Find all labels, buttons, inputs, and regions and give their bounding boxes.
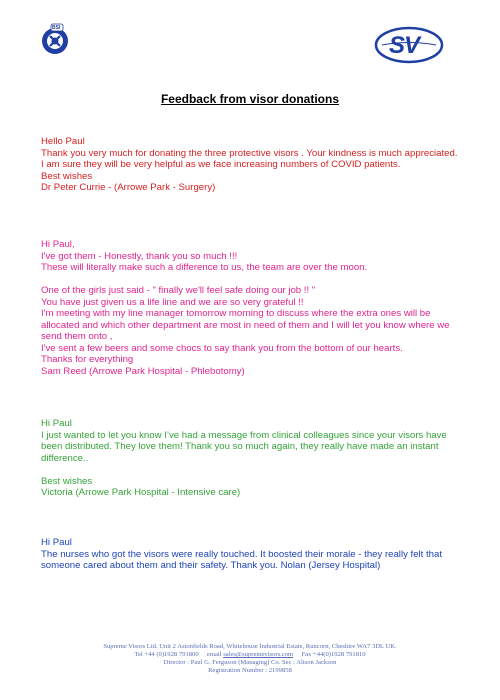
page-title: Feedback from visor donations [160,92,340,106]
message-line: You have just given us a life line and we are so very grateful !! [41,296,304,308]
sign-off: Thanks for everything [41,354,134,365]
signature: Sam Reed (Arrowe Park Hospital - Phlebotomy) [41,365,245,377]
bsi-logo-text: BSI [52,25,61,31]
feedback-peter-currie [41,136,461,194]
footer-address: Supreme Visors Ltd. Unit 2 Astonfields Road, Whitehouse Industrial Estate, Runcorn, Cheshire WA7 3DL UK. [103,643,397,650]
footer-email-label: email [206,651,222,658]
footer-fax: Fax +44(0)1928 791810 [301,651,366,658]
sv-logo-text: SV [389,32,420,59]
bsi-kitemark-icon [38,22,72,56]
company-footer [0,643,500,675]
message-line: I've got them - Honestly, thank you so much !!! [41,250,238,262]
greeting: Hi Paul, [41,239,75,250]
message-line: I'm meeting with my line manager tomorrow morning to discuss where the extra ones will be allocated and which other department are most in need of them and I will let you know where we send them onto , [41,308,450,342]
sign-off: Best wishes [41,475,93,487]
sign-off: Best wishes [41,170,93,182]
message-line: One of the girls just said - " finally we'll feel safe doing our job !! " [41,285,316,296]
message: Thank you very much for donating the three protective visors . Your kindness is much appreciated. I am sure they will be very helpful as we face increasing numbers of COVID patients. [41,147,458,170]
greeting: Hi Paul [41,418,72,429]
feedback-nolan [41,537,461,572]
greeting: Hi Paul [41,537,72,548]
message-line: I've sent a few beers and some chocs to say thank you from the bottom of our hearts. [41,342,403,354]
sv-logo-icon [374,26,444,64]
footer-tel: Tel +44 (0)1928 791800 [134,651,199,658]
signature: Dr Peter Currie - (Arrowe Park - Surgery) [41,182,216,193]
footer-email-link[interactable]: sales@supremevisors.com [223,651,294,658]
message: I just wanted to let you know I’ve had a message from clinical colleagues since your visors have been distributed. They love them! Thank you so much again, they really have made an instant difference.. [41,429,447,464]
footer-directors: Director : Paul G. Ferguson (Managing) Co. Sec : Alison Jackson [163,659,337,666]
signature: Victoria (Arrowe Park Hospital - Intensive care) [41,487,241,498]
footer-registration: Registration Number : 2199858 [208,667,292,674]
message: The nurses who got the visors were really touched. It boosted their morale - they really felt that someone cared about them and their safety. Thank you. Nolan (Jersey Hospital) [41,548,443,571]
feedback-sam-reed [41,239,461,377]
feedback-victoria [41,418,461,499]
message-line: These will literally make such a difference to us, the team are over the moon. [41,262,368,273]
footer-contact [0,651,500,659]
greeting: Hello Paul [41,136,85,147]
